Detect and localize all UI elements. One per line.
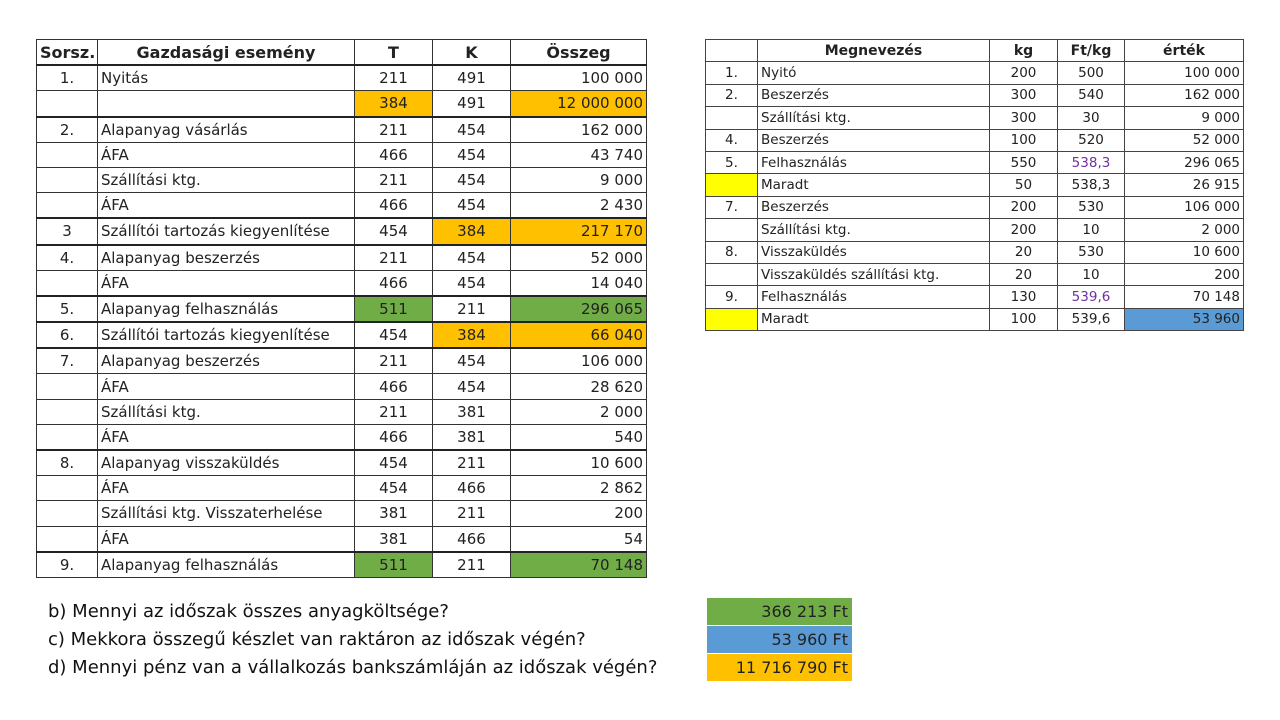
journal-row	[37, 501, 647, 526]
journal-cell-amount[interactable]: 52 000	[511, 245, 647, 271]
journal-cell-t[interactable]: 211	[355, 65, 433, 91]
journal-cell-amount[interactable]: 100 000	[511, 65, 647, 91]
stock-cell-price[interactable]: 500	[1058, 62, 1125, 84]
stock-cell-kg[interactable]: 200	[990, 219, 1058, 241]
journal-cell-amount[interactable]: 66 040	[511, 322, 647, 348]
journal-row	[37, 218, 647, 244]
journal-row	[37, 142, 647, 167]
journal-row	[37, 374, 647, 399]
stock-cell-no[interactable]: 9.	[706, 286, 758, 308]
journal-cell-t[interactable]: 466	[355, 424, 433, 450]
stock-cell-no[interactable]: 5.	[706, 151, 758, 173]
journal-cell-event[interactable]: Nyitás	[98, 65, 355, 91]
stock-cell-value[interactable]: 106 000	[1125, 196, 1244, 218]
journal-cell-event[interactable]: ÁFA	[98, 193, 355, 219]
journal-cell-amount[interactable]: 54	[511, 526, 647, 552]
journal-cell-k[interactable]: 466	[433, 476, 511, 501]
stock-cell-price[interactable]: 10	[1058, 219, 1125, 241]
question-text: d) Mennyi pénz van a vállalkozás bankszámláján az időszak végén?	[48, 657, 658, 678]
stock-row	[706, 84, 1244, 106]
journal-cell-t[interactable]: 466	[355, 270, 433, 296]
stock-header-no	[706, 40, 758, 62]
question-text: b) Mennyi az időszak összes anyagköltsége?	[48, 601, 449, 622]
journal-row	[37, 193, 647, 219]
stock-cell-kg[interactable]: 130	[990, 286, 1058, 308]
journal-cell-event[interactable]: Szállítói tartozás kiegyenlítése	[98, 218, 355, 244]
journal-cell-t[interactable]: 211	[355, 399, 433, 424]
stock-row	[706, 196, 1244, 218]
journal-header-t: T	[355, 40, 433, 66]
journal-cell-k[interactable]: 211	[433, 552, 511, 578]
journal-cell-event[interactable]	[98, 91, 355, 117]
journal-cell-event[interactable]: Alapanyag beszerzés	[98, 245, 355, 271]
stock-cell-kg[interactable]: 20	[990, 263, 1058, 285]
journal-cell-t[interactable]: 454	[355, 476, 433, 501]
journal-header-k: K	[433, 40, 511, 66]
stock-table	[705, 39, 1244, 331]
journal-cell-no[interactable]: 9.	[37, 552, 98, 578]
stock-header-row	[706, 40, 1244, 62]
question-text: c) Mekkora összegű készlet van raktáron az időszak végén?	[48, 629, 586, 650]
stock-header-name: Megnevezés	[758, 40, 990, 62]
journal-cell-event[interactable]: ÁFA	[98, 374, 355, 399]
journal-cell-t[interactable]: 211	[355, 245, 433, 271]
stock-cell-value[interactable]: 26 915	[1125, 174, 1244, 196]
journal-cell-amount[interactable]: 217 170	[511, 218, 647, 244]
stock-cell-no[interactable]: 8.	[706, 241, 758, 263]
journal-row	[37, 322, 647, 348]
stock-cell-kg[interactable]: 100	[990, 129, 1058, 151]
stock-cell-kg[interactable]: 100	[990, 308, 1058, 330]
journal-cell-k[interactable]: 454	[433, 245, 511, 271]
stock-row	[706, 308, 1244, 330]
stock-cell-no[interactable]: 7.	[706, 196, 758, 218]
journal-cell-no[interactable]	[37, 501, 98, 526]
journal-cell-amount[interactable]: 2 430	[511, 193, 647, 219]
stock-cell-no[interactable]	[706, 263, 758, 285]
stock-cell-no[interactable]: 2.	[706, 84, 758, 106]
stock-row	[706, 107, 1244, 129]
journal-header-amount: Összeg	[511, 40, 647, 66]
journal-cell-event[interactable]: ÁFA	[98, 526, 355, 552]
journal-cell-no[interactable]	[37, 167, 98, 192]
journal-cell-t[interactable]: 381	[355, 526, 433, 552]
stock-cell-value[interactable]: 52 000	[1125, 129, 1244, 151]
journal-cell-k[interactable]: 491	[433, 65, 511, 91]
stock-cell-name[interactable]: Beszerzés	[758, 129, 990, 151]
journal-cell-no[interactable]: 3	[37, 218, 98, 244]
journal-cell-event[interactable]: Alapanyag felhasználás	[98, 552, 355, 578]
journal-cell-event[interactable]: ÁFA	[98, 142, 355, 167]
journal-cell-t[interactable]: 211	[355, 167, 433, 192]
journal-cell-t[interactable]: 466	[355, 374, 433, 399]
journal-cell-no[interactable]	[37, 476, 98, 501]
stock-cell-no[interactable]	[706, 308, 758, 330]
journal-header-event: Gazdasági esemény	[98, 40, 355, 66]
journal-cell-amount[interactable]: 162 000	[511, 117, 647, 143]
journal-cell-no[interactable]: 2.	[37, 117, 98, 143]
stock-row	[706, 151, 1244, 173]
journal-cell-t[interactable]: 454	[355, 322, 433, 348]
stock-cell-value[interactable]: 100 000	[1125, 62, 1244, 84]
journal-cell-t[interactable]: 211	[355, 117, 433, 143]
stock-cell-name[interactable]: Beszerzés	[758, 196, 990, 218]
stock-row	[706, 286, 1244, 308]
journal-cell-amount[interactable]: 14 040	[511, 270, 647, 296]
stock-cell-kg[interactable]: 50	[990, 174, 1058, 196]
journal-cell-event[interactable]: Alapanyag felhasználás	[98, 296, 355, 322]
journal-row	[37, 296, 647, 322]
journal-row	[37, 245, 647, 271]
journal-cell-amount[interactable]: 106 000	[511, 348, 647, 374]
journal-cell-amount[interactable]: 70 148	[511, 552, 647, 578]
journal-header-row	[37, 40, 647, 66]
answer-cell[interactable]: 366 213 Ft	[707, 598, 852, 625]
journal-cell-no[interactable]: 6.	[37, 322, 98, 348]
journal-cell-k[interactable]: 454	[433, 374, 511, 399]
stock-cell-price[interactable]: 530	[1058, 196, 1125, 218]
stock-header-kg: kg	[990, 40, 1058, 62]
journal-cell-amount[interactable]: 28 620	[511, 374, 647, 399]
stock-cell-price[interactable]: 520	[1058, 129, 1125, 151]
journal-cell-t[interactable]: 211	[355, 348, 433, 374]
journal-cell-event[interactable]: Alapanyag vásárlás	[98, 117, 355, 143]
stock-cell-name[interactable]: Szállítási ktg.	[758, 107, 990, 129]
stock-cell-name[interactable]: Nyitó	[758, 62, 990, 84]
journal-cell-no[interactable]: 4.	[37, 245, 98, 271]
stock-cell-name[interactable]: Felhasználás	[758, 286, 990, 308]
journal-row	[37, 348, 647, 374]
journal-cell-k[interactable]: 454	[433, 167, 511, 192]
journal-cell-t[interactable]: 511	[355, 296, 433, 322]
journal-cell-amount[interactable]: 2 862	[511, 476, 647, 501]
journal-cell-no[interactable]	[37, 399, 98, 424]
stock-row	[706, 241, 1244, 263]
journal-cell-t[interactable]: 384	[355, 91, 433, 117]
stock-cell-kg[interactable]: 200	[990, 196, 1058, 218]
journal-cell-no[interactable]	[37, 374, 98, 399]
stock-cell-price[interactable]: 539,6	[1058, 286, 1125, 308]
journal-cell-event[interactable]: ÁFA	[98, 270, 355, 296]
journal-cell-amount[interactable]: 9 000	[511, 167, 647, 192]
journal-cell-no[interactable]	[37, 142, 98, 167]
journal-row	[37, 270, 647, 296]
journal-cell-k[interactable]: 454	[433, 142, 511, 167]
stock-header-price: Ft/kg	[1058, 40, 1125, 62]
answer-cell[interactable]: 53 960 Ft	[707, 626, 852, 653]
journal-cell-k[interactable]: 454	[433, 270, 511, 296]
journal-cell-t[interactable]: 454	[355, 450, 433, 476]
journal-cell-k[interactable]: 454	[433, 348, 511, 374]
journal-cell-event[interactable]: Szállítói tartozás kiegyenlítése	[98, 322, 355, 348]
journal-cell-t[interactable]: 381	[355, 501, 433, 526]
stock-cell-name[interactable]: Beszerzés	[758, 84, 990, 106]
journal-cell-amount[interactable]: 10 600	[511, 450, 647, 476]
journal-row	[37, 91, 647, 117]
journal-row	[37, 167, 647, 192]
stock-cell-name[interactable]: Maradt	[758, 174, 990, 196]
journal-cell-no[interactable]: 7.	[37, 348, 98, 374]
journal-row	[37, 526, 647, 552]
journal-cell-no[interactable]	[37, 424, 98, 450]
journal-cell-amount[interactable]: 296 065	[511, 296, 647, 322]
stock-cell-value[interactable]: 70 148	[1125, 286, 1244, 308]
journal-cell-amount[interactable]: 12 000 000	[511, 91, 647, 117]
stock-row	[706, 174, 1244, 196]
stock-cell-name[interactable]: Maradt	[758, 308, 990, 330]
stock-cell-no[interactable]	[706, 219, 758, 241]
journal-cell-t[interactable]: 511	[355, 552, 433, 578]
stock-cell-price[interactable]: 530	[1058, 241, 1125, 263]
journal-header-no: Sorsz.	[37, 40, 98, 66]
stock-row	[706, 62, 1244, 84]
stock-row	[706, 219, 1244, 241]
stock-cell-price[interactable]: 539,6	[1058, 308, 1125, 330]
journal-cell-t[interactable]: 466	[355, 193, 433, 219]
stock-cell-kg[interactable]: 20	[990, 241, 1058, 263]
journal-cell-event[interactable]: Alapanyag beszerzés	[98, 348, 355, 374]
stock-cell-price[interactable]: 540	[1058, 84, 1125, 106]
stock-cell-kg[interactable]: 300	[990, 84, 1058, 106]
journal-cell-no[interactable]	[37, 91, 98, 117]
journal-row	[37, 424, 647, 450]
journal-cell-event[interactable]: Szállítási ktg.	[98, 399, 355, 424]
journal-cell-t[interactable]: 466	[355, 142, 433, 167]
stock-cell-value[interactable]: 296 065	[1125, 151, 1244, 173]
journal-row	[37, 552, 647, 578]
journal-cell-no[interactable]	[37, 193, 98, 219]
journal-cell-amount[interactable]: 540	[511, 424, 647, 450]
stock-cell-no[interactable]	[706, 174, 758, 196]
journal-cell-event[interactable]: Szállítási ktg. Visszaterhelése	[98, 501, 355, 526]
journal-row	[37, 65, 647, 91]
stock-cell-price[interactable]: 30	[1058, 107, 1125, 129]
stock-cell-no[interactable]: 4.	[706, 129, 758, 151]
journal-cell-no[interactable]	[37, 270, 98, 296]
stock-cell-kg[interactable]: 200	[990, 62, 1058, 84]
stock-cell-no[interactable]	[706, 107, 758, 129]
journal-cell-k[interactable]: 384	[433, 218, 511, 244]
journal-cell-k[interactable]: 384	[433, 322, 511, 348]
journal-cell-k[interactable]: 491	[433, 91, 511, 117]
stock-row	[706, 129, 1244, 151]
stock-cell-value[interactable]: 200	[1125, 263, 1244, 285]
journal-row	[37, 117, 647, 143]
journal-cell-no[interactable]: 1.	[37, 65, 98, 91]
journal-cell-amount[interactable]: 43 740	[511, 142, 647, 167]
stock-cell-no[interactable]: 1.	[706, 62, 758, 84]
journal-cell-event[interactable]: ÁFA	[98, 476, 355, 501]
journal-cell-event[interactable]: Szállítási ktg.	[98, 167, 355, 192]
stock-cell-value[interactable]: 10 600	[1125, 241, 1244, 263]
journal-cell-k[interactable]: 466	[433, 526, 511, 552]
stock-cell-name[interactable]: Felhasználás	[758, 151, 990, 173]
journal-cell-k[interactable]: 211	[433, 501, 511, 526]
journal-cell-k[interactable]: 381	[433, 399, 511, 424]
stock-cell-price[interactable]: 538,3	[1058, 174, 1125, 196]
journal-cell-k[interactable]: 381	[433, 424, 511, 450]
journal-cell-k[interactable]: 454	[433, 117, 511, 143]
stock-header-value: érték	[1125, 40, 1244, 62]
stock-cell-price[interactable]: 538,3	[1058, 151, 1125, 173]
stock-cell-kg[interactable]: 300	[990, 107, 1058, 129]
stock-cell-value[interactable]: 9 000	[1125, 107, 1244, 129]
stock-cell-name[interactable]: Visszaküldés szállítási ktg.	[758, 263, 990, 285]
journal-cell-no[interactable]: 5.	[37, 296, 98, 322]
journal-cell-amount[interactable]: 2 000	[511, 399, 647, 424]
journal-cell-t[interactable]: 454	[355, 218, 433, 244]
journal-row	[37, 450, 647, 476]
journal-row	[37, 399, 647, 424]
journal-cell-no[interactable]	[37, 526, 98, 552]
journal-cell-amount[interactable]: 200	[511, 501, 647, 526]
journal-row	[37, 476, 647, 501]
stock-cell-price[interactable]: 10	[1058, 263, 1125, 285]
stock-cell-kg[interactable]: 550	[990, 151, 1058, 173]
journal-cell-event[interactable]: ÁFA	[98, 424, 355, 450]
stock-cell-name[interactable]: Szállítási ktg.	[758, 219, 990, 241]
journal-cell-no[interactable]: 8.	[37, 450, 98, 476]
journal-cell-k[interactable]: 454	[433, 193, 511, 219]
journal-cell-k[interactable]: 211	[433, 296, 511, 322]
journal-cell-event[interactable]: Alapanyag visszaküldés	[98, 450, 355, 476]
journal-cell-k[interactable]: 211	[433, 450, 511, 476]
stock-row	[706, 263, 1244, 285]
answer-cell[interactable]: 11 716 790 Ft	[707, 654, 852, 681]
stock-cell-value[interactable]: 53 960	[1125, 308, 1244, 330]
stock-cell-value[interactable]: 2 000	[1125, 219, 1244, 241]
journal-table	[36, 39, 647, 578]
stock-cell-value[interactable]: 162 000	[1125, 84, 1244, 106]
stock-cell-name[interactable]: Visszaküldés	[758, 241, 990, 263]
